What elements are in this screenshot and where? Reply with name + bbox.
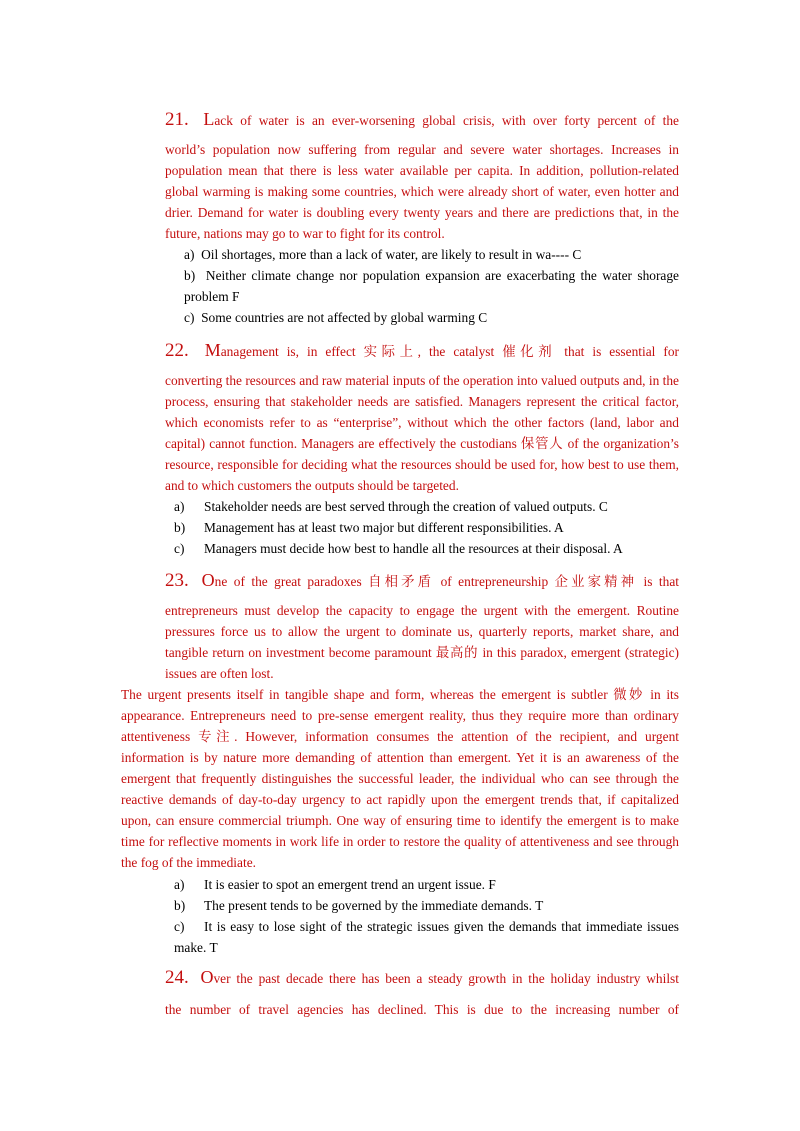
q23-option-a [174, 874, 496, 895]
q21-heading-text: ack of water is an ever-worsening global crisis, with over forty percent of the [214, 113, 679, 128]
q21-option-b-label: b) [184, 268, 196, 283]
q24-passage: the number of travel agencies has declined. This is due to the increasing number of [165, 1002, 679, 1017]
q22-option-c-text: Managers must decide how best to handle all the resources at their disposal. A [204, 541, 623, 556]
q23-option-c [174, 916, 679, 958]
q21-option-b [184, 265, 679, 307]
q23-option-a-label: a) [174, 877, 185, 892]
q22-option-a-label: a) [174, 499, 185, 514]
q21-heading [165, 109, 679, 131]
q21-passage: world’s population now suffering from regular and severe water shortages. Increases in population mean that there is less water available per capita. In addition, pollution-related global warming is making some countries, which were already short of water, even hotter and drier. Demand for water is doubling every twenty years and there are predictions that, in the future, nations may go to war to fight for its control. [165, 142, 679, 241]
q23-heading [165, 570, 679, 592]
q22-option-a [174, 496, 608, 517]
q22-option-b-label: b) [174, 520, 186, 535]
q21-option-c-text: Some countries are not affected by global warming C [201, 310, 488, 325]
q21-option-b-text: Neither climate change nor population expansion are exacerbating the water shorage problem F [184, 268, 679, 304]
q23-passage-1: entrepreneurs must develop the capacity to engage the urgent with the emergent. Routine pressures force us to allow the urgent to dominate us, quarterly reports, market share, and tangible return on investment become paramount 最高的 in this paradox, emergent (strategic) issues are often lost. [165, 603, 679, 681]
q21-option-a [184, 244, 581, 265]
q21-option-a-label: a) [184, 247, 195, 262]
q22-option-b [174, 517, 564, 538]
q24-heading-text: ver the past decade there has been a steady growth in the holiday industry whilst [213, 971, 679, 986]
q21-number: 21. [165, 109, 189, 130]
q21-option-c-label: c) [184, 310, 195, 325]
q22-heading [165, 340, 679, 362]
q22-option-c [174, 538, 623, 559]
q23-option-b-text: The present tends to be governed by the immediate demands. T [204, 898, 544, 913]
q23-option-c-label: c) [174, 919, 185, 934]
q23-option-c-text: It is easy to lose sight of the strategic issues given the demands that immediate issues make. T [174, 919, 679, 955]
q21-option-a-text: Oil shortages, more than a lack of water, are likely to result in wa---- C [201, 247, 582, 262]
q22-option-c-label: c) [174, 541, 185, 556]
q23-number: 23. [165, 570, 189, 591]
q22-option-b-text: Management has at least two major but different responsibilities. A [204, 520, 564, 535]
q23-option-a-text: It is easier to spot an emergent trend an urgent issue. F [204, 877, 496, 892]
q21-first-letter: L [203, 109, 215, 129]
q22-option-a-text: Stakeholder needs are best served through the creation of valued outputs. C [204, 499, 608, 514]
q23-heading-text: ne of the great paradoxes 自相矛盾 of entrepreneurship 企业家精神 is that [214, 574, 680, 589]
q23-option-b-label: b) [174, 898, 186, 913]
q24-number: 24. [165, 967, 189, 988]
q23-option-b [174, 895, 543, 916]
q22-number: 22. [165, 340, 189, 361]
q22-passage: converting the resources and raw material inputs of the operation into valued outputs and, in the process, ensuring that stakeholder needs are satisfied. Managers represent the critical factor, which economists refer to as “enterprise”, without which the other factors (land, labor and capital) cannot function. Managers are effectively the custodians 保管人 of the organization’s resource, responsible for deciding what the resources should be used for, how best to use them, and to which customers the outputs should be targeted. [165, 373, 679, 493]
q22-first-letter: M [204, 340, 221, 360]
q22-heading-text: anagement is, in effect 实际上, the catalyst 催化剂 that is essential for [220, 344, 679, 359]
q23-first-letter: O [201, 570, 215, 590]
q21-option-c [184, 307, 487, 328]
q24-heading [165, 967, 679, 989]
q24-first-letter: O [200, 967, 214, 987]
q23-passage-2: The urgent presents itself in tangible shape and form, whereas the emergent is subtler 微妙 in its appearance. Entrepreneurs need to pre-sense emergent reality, thus they require more than ordinary attentiveness 专注. However, information consumes the attention of the recipient, and urgent information is by nature more demanding of attention than emergent. Yet it is an awareness of the emergent that frequently distinguishes the successful leader, the individual who can see through the reactive demands of day-to-day urgency to act rapidly upon the emergent trends that, if capitalized upon, can ensure commercial triumph. One way of ensuring time to identify the emergent is to make time for reflective moments in work life in order to restore the quality of attentiveness and see through the fog of the immediate. [121, 687, 679, 870]
